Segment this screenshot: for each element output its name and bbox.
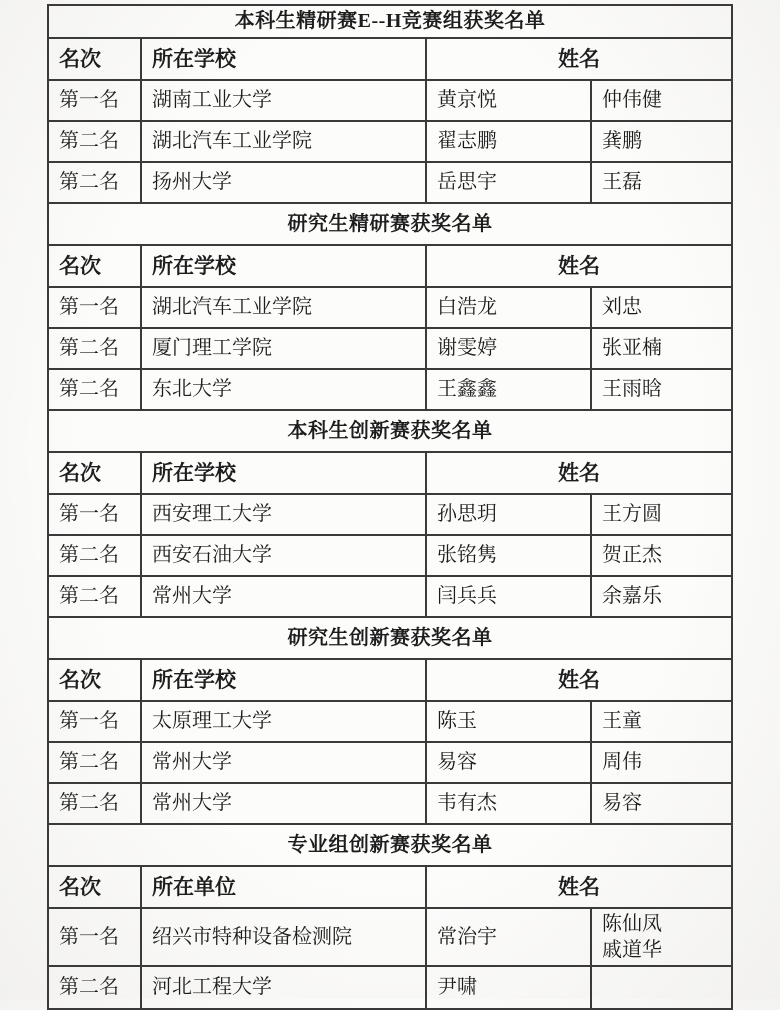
name1-cell: 易容 bbox=[426, 742, 591, 783]
rank-cell: 第二名 bbox=[48, 535, 141, 576]
table-row bbox=[48, 80, 732, 121]
org-cell: 东北大学 bbox=[141, 369, 426, 410]
table-row bbox=[48, 494, 732, 535]
rank-cell: 第一名 bbox=[48, 287, 141, 328]
col-header-rank: 名次 bbox=[48, 866, 141, 908]
rank-cell: 第一名 bbox=[48, 494, 141, 535]
section-undergrad-jingyan bbox=[48, 5, 732, 203]
table-row bbox=[48, 328, 732, 369]
col-header-name: 姓名 bbox=[426, 245, 732, 287]
section-title-row bbox=[48, 410, 732, 452]
org-cell: 西安理工大学 bbox=[141, 494, 426, 535]
col-header-rank: 名次 bbox=[48, 659, 141, 701]
org-cell: 常州大学 bbox=[141, 742, 426, 783]
name2-cell: 贺正杰 bbox=[591, 535, 732, 576]
rank-cell: 第二名 bbox=[48, 966, 141, 1009]
rank-cell: 第二名 bbox=[48, 162, 141, 203]
section-title: 本科生创新赛获奖名单 bbox=[48, 410, 732, 452]
org-cell: 湖北汽车工业学院 bbox=[141, 121, 426, 162]
col-header-org: 所在学校 bbox=[141, 452, 426, 494]
org-cell: 常州大学 bbox=[141, 576, 426, 617]
table-row bbox=[48, 162, 732, 203]
name1-cell: 常治宇 bbox=[426, 908, 591, 966]
name2-cell: 余嘉乐 bbox=[591, 576, 732, 617]
name1-cell: 陈玉 bbox=[426, 701, 591, 742]
name2-cell: 仲伟健 bbox=[591, 80, 732, 121]
name2-line1: 陈仙凤 bbox=[602, 913, 662, 935]
name1-cell: 王鑫鑫 bbox=[426, 369, 591, 410]
table-row bbox=[48, 966, 732, 1009]
section-title: 本科生精研赛E--H竞赛组获奖名单 bbox=[48, 5, 732, 38]
name2-cell: 王磊 bbox=[591, 162, 732, 203]
header-row bbox=[48, 659, 732, 701]
section-undergrad-innovation bbox=[48, 410, 732, 617]
name2-cell: 易容 bbox=[591, 783, 732, 824]
rank-cell: 第二名 bbox=[48, 121, 141, 162]
org-cell: 绍兴市特种设备检测院 bbox=[141, 908, 426, 966]
col-header-org: 所在单位 bbox=[141, 866, 426, 908]
section-title-row bbox=[48, 203, 732, 245]
rank-cell: 第一名 bbox=[48, 701, 141, 742]
name2-cell bbox=[591, 966, 732, 1009]
col-header-name: 姓名 bbox=[426, 452, 732, 494]
col-header-name: 姓名 bbox=[426, 38, 732, 80]
rank-cell: 第二名 bbox=[48, 783, 141, 824]
name2-cell: 张亚楠 bbox=[591, 328, 732, 369]
header-row bbox=[48, 245, 732, 287]
name1-cell: 翟志鹏 bbox=[426, 121, 591, 162]
name1-cell: 闫兵兵 bbox=[426, 576, 591, 617]
rank-cell: 第二名 bbox=[48, 369, 141, 410]
name1-cell: 韦有杰 bbox=[426, 783, 591, 824]
table-row bbox=[48, 908, 732, 966]
table-row bbox=[48, 287, 732, 328]
rank-cell: 第二名 bbox=[48, 742, 141, 783]
header-row bbox=[48, 866, 732, 908]
table-row bbox=[48, 576, 732, 617]
name2-cell: 王方圆 bbox=[591, 494, 732, 535]
section-title-row bbox=[48, 5, 732, 38]
section-title: 专业组创新赛获奖名单 bbox=[48, 824, 732, 866]
section-title: 研究生创新赛获奖名单 bbox=[48, 617, 732, 659]
org-cell: 太原理工大学 bbox=[141, 701, 426, 742]
col-header-name: 姓名 bbox=[426, 866, 732, 908]
name2-cell: 王童 bbox=[591, 701, 732, 742]
name2-line2: 戚道华 bbox=[602, 939, 662, 961]
org-cell: 西安石油大学 bbox=[141, 535, 426, 576]
table-row bbox=[48, 535, 732, 576]
section-grad-innovation bbox=[48, 617, 732, 824]
rank-cell: 第一名 bbox=[48, 80, 141, 121]
name2-cell: 王雨晗 bbox=[591, 369, 732, 410]
name2-cell bbox=[591, 908, 732, 966]
col-header-name: 姓名 bbox=[426, 659, 732, 701]
col-header-rank: 名次 bbox=[48, 245, 141, 287]
header-row bbox=[48, 452, 732, 494]
section-title-row bbox=[48, 824, 732, 866]
section-grad-jingyan bbox=[48, 203, 732, 410]
name1-cell: 岳思宇 bbox=[426, 162, 591, 203]
section-title: 研究生精研赛获奖名单 bbox=[48, 203, 732, 245]
name1-cell: 黄京悦 bbox=[426, 80, 591, 121]
table-row bbox=[48, 701, 732, 742]
name1-cell: 尹啸 bbox=[426, 966, 591, 1009]
rank-cell: 第二名 bbox=[48, 576, 141, 617]
table-row bbox=[48, 369, 732, 410]
name1-cell: 白浩龙 bbox=[426, 287, 591, 328]
org-cell: 扬州大学 bbox=[141, 162, 426, 203]
table-row bbox=[48, 121, 732, 162]
col-header-rank: 名次 bbox=[48, 452, 141, 494]
name2-cell: 刘忠 bbox=[591, 287, 732, 328]
section-professional-innovation bbox=[48, 824, 732, 1009]
col-header-org: 所在学校 bbox=[141, 245, 426, 287]
table-row bbox=[48, 742, 732, 783]
name1-cell: 张铭隽 bbox=[426, 535, 591, 576]
rank-cell: 第一名 bbox=[48, 908, 141, 966]
name2-cell: 周伟 bbox=[591, 742, 732, 783]
col-header-rank: 名次 bbox=[48, 38, 141, 80]
col-header-org: 所在学校 bbox=[141, 659, 426, 701]
award-results-table bbox=[47, 4, 733, 1010]
org-cell: 厦门理工学院 bbox=[141, 328, 426, 369]
org-cell: 湖北汽车工业学院 bbox=[141, 287, 426, 328]
table-row bbox=[48, 783, 732, 824]
org-cell: 湖南工业大学 bbox=[141, 80, 426, 121]
org-cell: 河北工程大学 bbox=[141, 966, 426, 1009]
name1-cell: 孙思玥 bbox=[426, 494, 591, 535]
col-header-org: 所在学校 bbox=[141, 38, 426, 80]
org-cell: 常州大学 bbox=[141, 783, 426, 824]
name2-cell: 龚鹏 bbox=[591, 121, 732, 162]
rank-cell: 第二名 bbox=[48, 328, 141, 369]
name1-cell: 谢雯婷 bbox=[426, 328, 591, 369]
section-title-row bbox=[48, 617, 732, 659]
header-row bbox=[48, 38, 732, 80]
